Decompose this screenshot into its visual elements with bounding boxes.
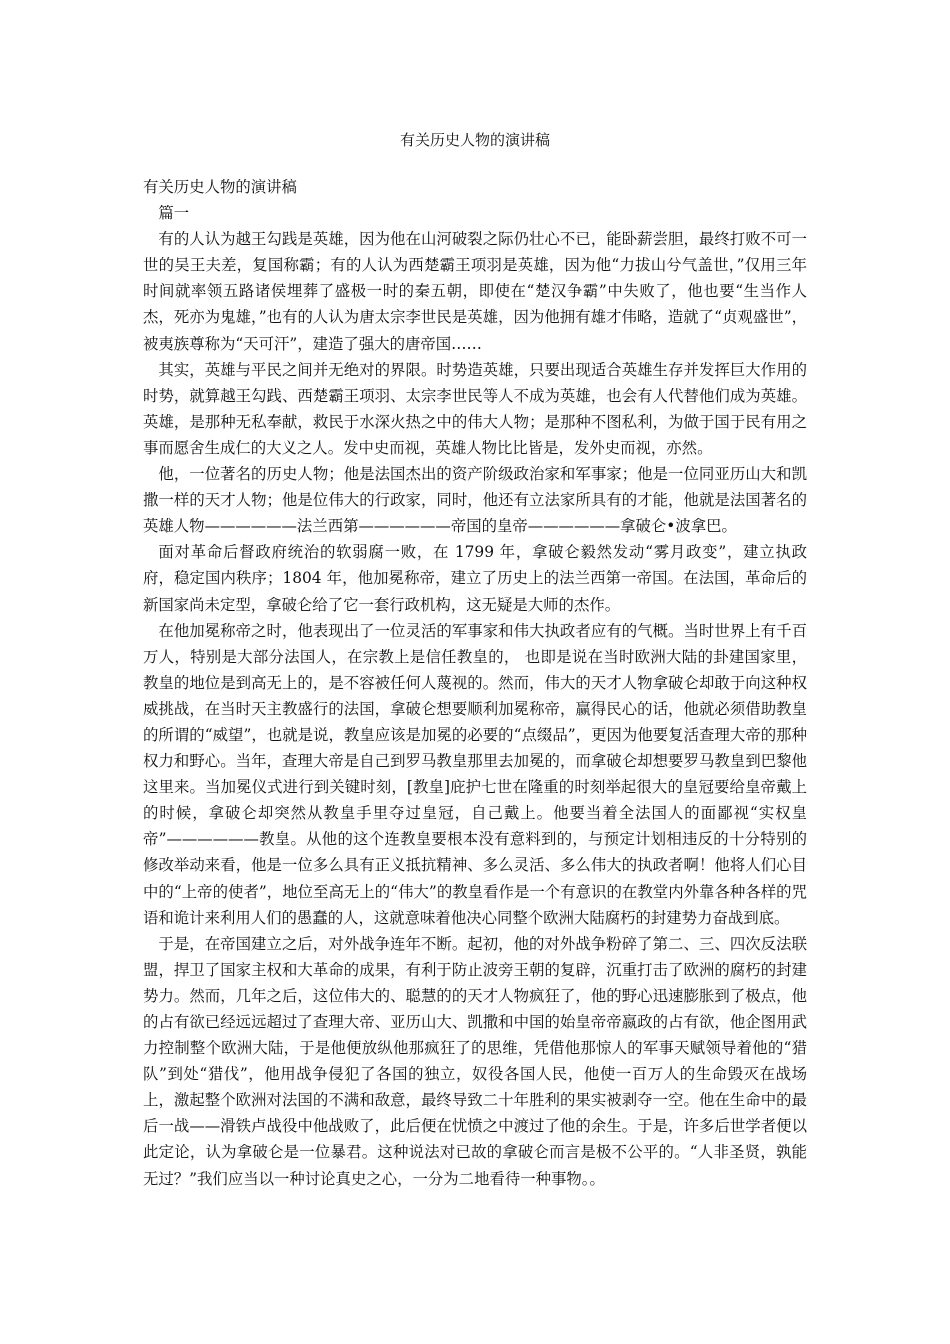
document-subtitle: 有关历史人物的演讲稿 bbox=[143, 178, 297, 196]
paragraph-3: 他，一位著名的历史人物；他是法国杰出的资产阶级政治家和军事家；他是一位同亚历山大和凯撒一样的天才人物；他是位伟大的行政家，同时，他还有立法家所具有的才能，他就是法国著名的英雄人物——————法兰西第——————帝国的皇帝——————拿破仑•波拿巴。 bbox=[143, 465, 807, 536]
document-title: 有关历史人物的演讲稿 bbox=[399, 131, 550, 149]
paragraph-1: 有的人认为越王勾践是英雄，因为他在山河破裂之际仍壮心不已，能卧薪尝胆，最终打败不可一世的吴王夫差，复国称霸；有的人认为西楚霸王项羽是英雄，因为他“力拔山兮气盖世，”仅用三年时间就率领五路诸侯埋葬了盛极一时的秦五朝，即使在“楚汉争霸”中失败了，他也要“生当作人杰，死亦为鬼雄，”也有的人认为唐太宗李世民是英雄，因为他拥有雄才伟略，造就了“贞观盛世”，被夷族尊称为“天可汗”，建造了强大的唐帝国…… bbox=[143, 230, 807, 353]
paragraph-6: 于是，在帝国建立之后，对外战争连年不断。起初，他的对外战争粉碎了第二、三、四次反法联盟，捍卫了国家主权和大革命的成果，有利于防止波旁王朝的复辟，沉重打击了欧洲的腐朽的封建势力。然而，几年之后，这位伟大的、聪慧的的天才人物疯狂了，他的野心迅速膨胀到了极点，他的占有欲已经远远超过了查理大帝、亚历山大、凯撒和中国的始皇帝帝嬴政的占有欲，他企图用武力控制整个欧洲大陆，于是他便放纵他那疯狂了的思维，凭借他那惊人的军事天赋领导着他的“猎队”到处“猎伐”，他用战争侵犯了各国的独立，奴役各国人民，他使一百万人的生命毁灭在战场上，激起整个欧洲对法国的不满和敌意，最终导致二十年胜利的果实被剥夺一空。他在生命中的最后一战——滑铁卢战役中他战败了，此后便在忧愤之中渡过了他的余生。于是，许多后世学者便以此定论，认为拿破仑是一位暴君。这种说法对已故的拿破仑而言是极不公平的。“人非圣贤，孰能无过？”我们应当以一种讨论真史之心，一分为二地看待一种事物。。 bbox=[143, 934, 807, 1188]
section-label: 篇一 bbox=[158, 204, 190, 223]
paragraph-5: 在他加冕称帝之时，他表现出了一位灵活的军事家和伟大执政者应有的气概。当时世界上有千百万人，特别是大部分法国人，在宗教上是信任教皇的， 也即是说在当时欧洲大陆的卦建国家里，教皇的地位是到高无上的，是不容被任何人蔑视的。然而，伟大的天才人物拿破仑却敢于向这种权威挑战，在当时天主教盛行的法国，拿破仑想要顺利加冕称帝，赢得民心的话，他就必须借助教皇的所谓的“威望”，也就是说，教皇应该是加冕的必要的“点缀品”，更因为他要复活查理大帝的那种权力和野心。当年，查理大帝是自己到罗马教皇那里去加冕的，而拿破仑却想要罗马教皇到巴黎他这里来。当加冕仪式进行到关键时刻，[教皇]庇护七世在隆重的时刻举起很大的皇冠要给皇帝戴上的时候，拿破仑却突然从教皇手里夺过皇冠，自己戴上。他要当着全法国人的面鄙视“实权皇帝”——————教皇。从他的这个连教皇要根本没有意料到的，与预定计划相违反的十分特别的修改举动来看，他是一位多么具有正义抵抗精神、多么灵活、多么伟大的执政者啊！他将人们心目中的“上帝的使者”，地位至高无上的“伟大”的教皇看作是一个有意识的在教堂内外靠各种各样的咒语和诡计来利用人们的愚蠢的人，这就意味着他决心同整个欧洲大陆腐朽的封建势力奋战到底。 bbox=[143, 621, 807, 927]
document-body bbox=[143, 174, 807, 1192]
paragraph-2: 其实，英雄与平民之间并无绝对的界限。时势造英雄，只要出现适合英雄生存并发挥巨大作用的时势，就算越王勾践、西楚霸王项羽、太宗李世民等人不成为英雄，也会有人代替他们成为英雄。英雄，是那种无私奉献，救民于水深火热之中的伟大人物；是那种不图私利，为做于国于民有用之事而愿舍生成仁的大义之人。发中史而视，英雄人物比比皆是，发外史而视，亦然。 bbox=[143, 360, 807, 457]
paragraph-4: 面对革命后督政府统治的软弱腐一败，在 1799 年，拿破仑毅然发动“雾月政变”，建立执政府，稳定国内秩序；1804 年，他加冕称帝，建立了历史上的法兰西第一帝国。在法国，革命后的新国家尚未定型，拿破仑给了它一套行政机构，这无疑是大师的杰作。 bbox=[143, 543, 807, 614]
